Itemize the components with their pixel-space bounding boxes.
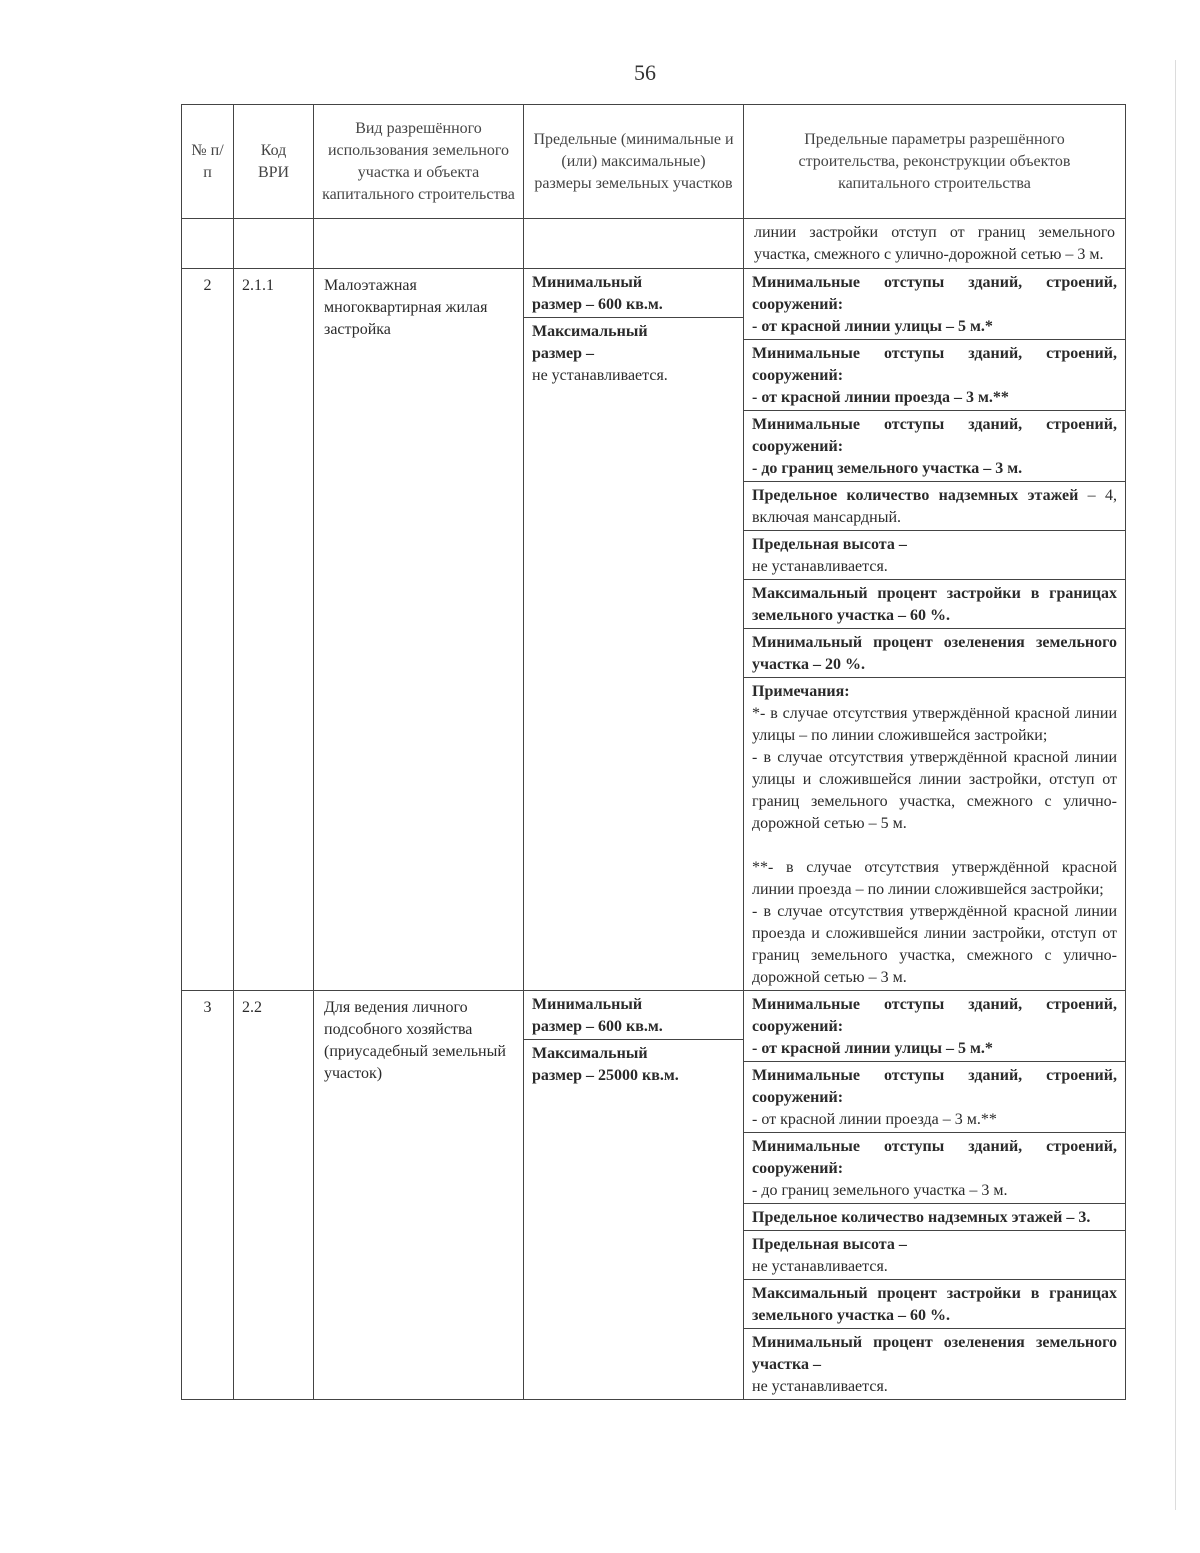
param-title: Минимальный процент озеленения земельного участка – xyxy=(752,1334,1117,1373)
param-floors xyxy=(744,482,1125,531)
header-no: № п/п xyxy=(182,105,234,219)
max-size-block xyxy=(524,318,743,388)
table-row xyxy=(182,269,1126,991)
param-build-percent xyxy=(744,1280,1125,1329)
continuation-row xyxy=(182,219,1126,269)
param-title: Минимальные отступы зданий, строений, сооружений: xyxy=(752,996,1117,1035)
param-value: - до границ земельного участка – 3 м. xyxy=(752,1182,1008,1199)
param-value: - от красной линии проезда – 3 м.** xyxy=(752,1111,997,1128)
row-params-cell xyxy=(744,269,1126,991)
max-size-block xyxy=(524,1040,743,1088)
param-offset-driveway xyxy=(744,340,1125,411)
param-offset-street xyxy=(744,269,1125,340)
max-size-value: размер – 25000 кв.м. xyxy=(532,1067,679,1084)
param-green-percent xyxy=(744,629,1125,678)
param-value: не устанавливается. xyxy=(752,1378,888,1395)
continuation-text: линии застройки отступ от границ земельного участка, смежного с улично-дорожной сетью – 3 м. xyxy=(754,224,1115,263)
page-number: 56 xyxy=(634,60,656,85)
param-build-percent xyxy=(744,580,1125,629)
min-size-block xyxy=(524,269,743,318)
max-size-value-note: не устанавливается. xyxy=(532,367,668,384)
param-title: Минимальные отступы зданий, строений, сооружений: xyxy=(752,274,1117,313)
param-title: Максимальный процент застройки в границах земельного участка – 60 %. xyxy=(752,585,1117,624)
param-title: Минимальные отступы зданий, строений, сооружений: xyxy=(752,416,1117,455)
row-use-name: Для ведения личного подсобного хозяйства (приусадебный земельный участок) xyxy=(314,991,524,1400)
max-size-value: размер – xyxy=(532,345,594,362)
param-value: - от красной линии проезда – 3 м.** xyxy=(752,389,1009,406)
note-item: - в случае отсутствия утверждённой красной линии улицы и сложившейся линии застройки, отступ от границ земельного участка, смежного с улично-дорожной сетью – 5 м. xyxy=(752,749,1117,832)
max-size-title: Максимальный xyxy=(532,1045,648,1062)
param-height xyxy=(744,1231,1125,1280)
param-title: Минимальные отступы зданий, строений, сооружений: xyxy=(752,345,1117,384)
max-size-title: Максимальный xyxy=(532,323,648,340)
param-value: - от красной линии улицы – 5 м.* xyxy=(752,1040,993,1057)
min-size-block xyxy=(524,991,743,1040)
min-size-title: Минимальный xyxy=(532,996,643,1013)
param-title: Минимальный процент озеленения земельного участка – 20 %. xyxy=(752,634,1117,673)
param-title: Предельная высота – xyxy=(752,1236,907,1253)
param-value: не устанавливается. xyxy=(752,1258,888,1275)
row-code: 2.1.1 xyxy=(234,269,314,991)
regulations-table xyxy=(181,104,1126,1400)
table-row xyxy=(182,991,1126,1400)
row-number: 2 xyxy=(182,269,234,991)
row-size-cell xyxy=(524,991,744,1400)
param-floors xyxy=(744,1204,1125,1231)
row-params-cell xyxy=(744,991,1126,1400)
note-item: *- в случае отсутствия утверждённой красной линии улицы – по линии сложившейся застройки; xyxy=(752,705,1117,744)
notes-block xyxy=(744,678,1125,990)
param-green-percent xyxy=(744,1329,1125,1399)
param-height xyxy=(744,531,1125,580)
min-size-title: Минимальный xyxy=(532,274,643,291)
param-value: – 4, включая мансардный. xyxy=(752,487,1118,526)
notes-title: Примечания: xyxy=(752,683,850,700)
header-use-type: Вид разрешённого использования земельного участка и объекта капитального строительства xyxy=(314,105,524,219)
param-value: не устанавливается. xyxy=(752,558,888,575)
param-title: Минимальные отступы зданий, строений, сооружений: xyxy=(752,1067,1117,1106)
row-size-cell xyxy=(524,269,744,991)
min-size-value: размер – 600 кв.м. xyxy=(532,1018,663,1035)
param-title: Максимальный процент застройки в границах земельного участка – 60 %. xyxy=(752,1285,1117,1324)
param-title: Минимальные отступы зданий, строений, сооружений: xyxy=(752,1138,1117,1177)
note-item: - в случае отсутствия утверждённой красной линии проезда и сложившейся линии застройки, отступ от границ земельного участка, смежного с улично-дорожной сетью – 3 м. xyxy=(752,903,1117,986)
row-number: 3 xyxy=(182,991,234,1400)
param-value: - от красной линии улицы – 5 м.* xyxy=(752,318,993,335)
row-code: 2.2 xyxy=(234,991,314,1400)
param-offset-street xyxy=(744,991,1125,1062)
header-plot-size: Предельные (минимальные и (или) максимальные) размеры земельных участков xyxy=(524,105,744,219)
note-item: **- в случае отсутствия утверждённой красной линии проезда – по линии сложившейся застройки; xyxy=(752,859,1117,898)
margin-line xyxy=(1175,60,1176,1510)
param-title: Предельное количество надземных этажей – 3. xyxy=(752,1209,1091,1226)
param-offset-plot xyxy=(744,411,1125,482)
header-build-params: Предельные параметры разрешённого строительства, реконструкции объектов капитального строительства xyxy=(744,105,1126,219)
param-value: - до границ земельного участка – 3 м. xyxy=(752,460,1023,477)
param-offset-plot xyxy=(744,1133,1125,1204)
min-size-value: размер – 600 кв.м. xyxy=(532,296,663,313)
header-code: Код ВРИ xyxy=(234,105,314,219)
param-offset-driveway xyxy=(744,1062,1125,1133)
header-row xyxy=(182,105,1126,219)
param-title: Предельное количество надземных этажей xyxy=(752,487,1079,504)
row-use-name: Малоэтажная многоквартирная жилая застройка xyxy=(314,269,524,991)
param-title: Предельная высота – xyxy=(752,536,907,553)
